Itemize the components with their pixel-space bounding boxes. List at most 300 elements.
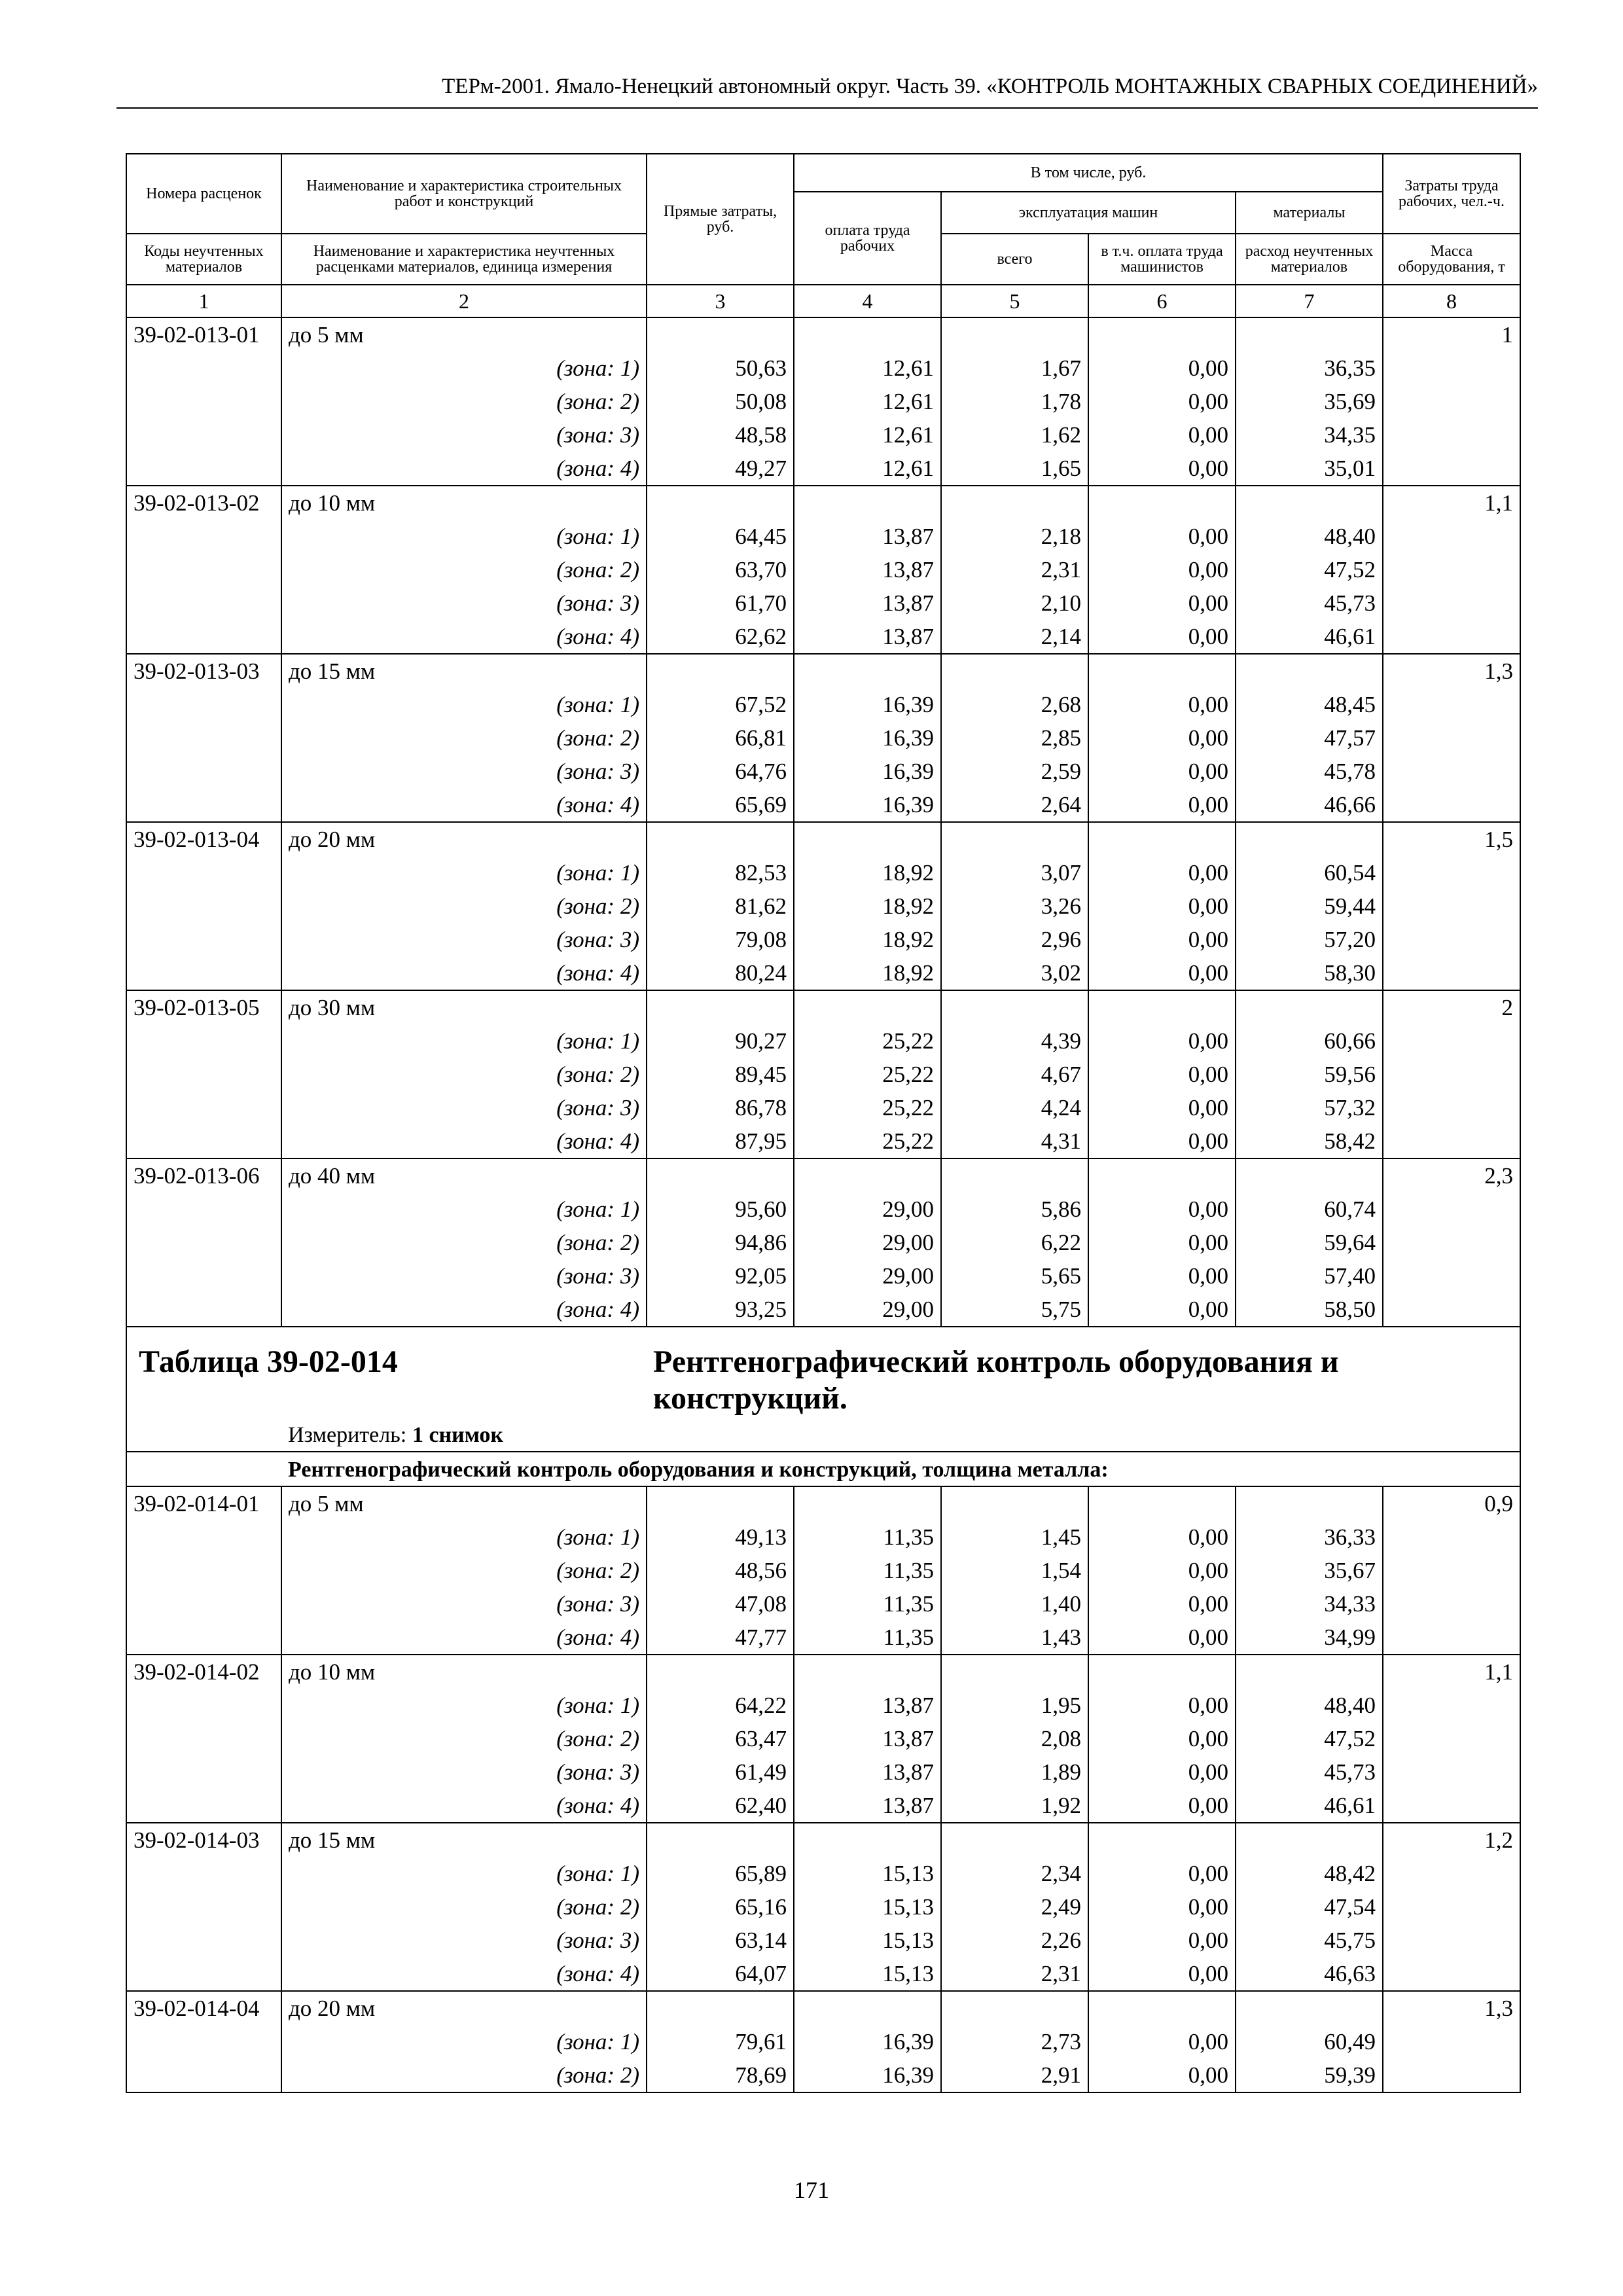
- direct-costs: 93,25: [647, 1293, 794, 1327]
- direct-costs: 47,77: [647, 1621, 794, 1655]
- zone-label: (зона: 4): [281, 452, 647, 486]
- machines-total: 1,95: [941, 1689, 1088, 1722]
- operator-wages: 0,00: [1088, 1226, 1236, 1259]
- operator-wages: 0,00: [1088, 1857, 1236, 1890]
- zone-label: (зона: 1): [281, 351, 647, 385]
- labor-cost: 2,3: [1383, 1158, 1520, 1193]
- machines-total: 2,34: [941, 1857, 1088, 1890]
- zone-label: (зона: 4): [281, 1957, 647, 1991]
- machines-total: 2,14: [941, 620, 1088, 654]
- zone-row: [126, 620, 1520, 654]
- materials-cost: 48,40: [1236, 520, 1383, 553]
- rate-header-row: [126, 822, 1520, 856]
- empty-cell: [1088, 1486, 1236, 1520]
- machines-total: 2,96: [941, 923, 1088, 956]
- machines-total: 5,86: [941, 1193, 1088, 1226]
- empty-cell: [126, 351, 281, 385]
- materials-cost: 46,66: [1236, 788, 1383, 822]
- zone-row: [126, 1091, 1520, 1124]
- header-name: Наименование и характеристика строительных работ и конструкций: [281, 154, 647, 234]
- empty-cell: [1383, 1293, 1520, 1327]
- worker-wages: 25,22: [794, 1091, 941, 1124]
- empty-cell: [1088, 1991, 1236, 2025]
- direct-costs: 79,61: [647, 2025, 794, 2058]
- empty-cell: [126, 452, 281, 486]
- worker-wages: 13,87: [794, 1789, 941, 1823]
- empty-cell: [1383, 1755, 1520, 1789]
- direct-costs: 63,14: [647, 1924, 794, 1957]
- empty-cell: [1383, 1621, 1520, 1655]
- zone-row: [126, 2025, 1520, 2058]
- rate-code: 39-02-013-04: [126, 822, 281, 856]
- empty-cell: [1383, 956, 1520, 990]
- empty-cell: [794, 654, 941, 688]
- empty-cell: [794, 1991, 941, 2025]
- operator-wages: 0,00: [1088, 452, 1236, 486]
- empty-cell: [126, 1890, 281, 1924]
- machines-total: 1,78: [941, 385, 1088, 418]
- worker-wages: 29,00: [794, 1193, 941, 1226]
- empty-cell: [647, 1655, 794, 1689]
- header-equipment-mass: Масса оборудования, т: [1383, 234, 1520, 285]
- empty-cell: [126, 553, 281, 586]
- operator-wages: 0,00: [1088, 1957, 1236, 1991]
- column-number: 5: [941, 285, 1088, 317]
- worker-wages: 11,35: [794, 1520, 941, 1554]
- worker-wages: 15,13: [794, 1924, 941, 1957]
- worker-wages: 18,92: [794, 923, 941, 956]
- empty-cell: [1383, 1890, 1520, 1924]
- machines-total: 2,64: [941, 788, 1088, 822]
- zone-label: (зона: 1): [281, 856, 647, 889]
- worker-wages: 13,87: [794, 620, 941, 654]
- machines-total: 2,18: [941, 520, 1088, 553]
- zone-row: [126, 755, 1520, 788]
- empty-cell: [1383, 1554, 1520, 1587]
- zone-row: [126, 923, 1520, 956]
- column-number: 8: [1383, 285, 1520, 317]
- empty-cell: [126, 1554, 281, 1587]
- rate-code: 39-02-013-02: [126, 486, 281, 520]
- empty-cell: [126, 1755, 281, 1789]
- worker-wages: 11,35: [794, 1621, 941, 1655]
- operator-wages: 0,00: [1088, 1789, 1236, 1823]
- empty-cell: [1383, 385, 1520, 418]
- empty-cell: [1088, 1158, 1236, 1193]
- direct-costs: 95,60: [647, 1193, 794, 1226]
- direct-costs: 64,22: [647, 1689, 794, 1722]
- empty-cell: [1383, 1689, 1520, 1722]
- header-machines-total: всего: [941, 234, 1088, 285]
- materials-cost: 34,35: [1236, 418, 1383, 452]
- page-header: ТЕРм-2001. Ямало-Ненецкий автономный округ. Часть 39. «КОНТРОЛЬ МОНТАЖНЫХ СВАРНЫХ СОЕДИНЕНИЙ»: [116, 65, 1538, 109]
- column-number: 3: [647, 285, 794, 317]
- zone-row: [126, 1554, 1520, 1587]
- worker-wages: 16,39: [794, 2025, 941, 2058]
- operator-wages: 0,00: [1088, 1124, 1236, 1158]
- zone-label: (зона: 1): [281, 520, 647, 553]
- labor-cost: 1,3: [1383, 1991, 1520, 2025]
- materials-cost: 45,75: [1236, 1924, 1383, 1957]
- empty-cell: [126, 1924, 281, 1957]
- zone-row: [126, 1193, 1520, 1226]
- materials-cost: 58,30: [1236, 956, 1383, 990]
- direct-costs: 65,89: [647, 1857, 794, 1890]
- empty-cell: [1383, 1058, 1520, 1091]
- zone-label: (зона: 1): [281, 1520, 647, 1554]
- materials-cost: 34,33: [1236, 1587, 1383, 1621]
- rate-code: 39-02-014-04: [126, 1991, 281, 2025]
- empty-cell: [126, 1293, 281, 1327]
- machines-total: 1,67: [941, 351, 1088, 385]
- direct-costs: 63,47: [647, 1722, 794, 1755]
- empty-cell: [1383, 520, 1520, 553]
- materials-cost: 60,49: [1236, 2025, 1383, 2058]
- zone-label: (зона: 3): [281, 1924, 647, 1957]
- header-wages: оплата труда рабочих: [794, 192, 941, 285]
- direct-costs: 49,27: [647, 452, 794, 486]
- empty-cell: [126, 620, 281, 654]
- zone-label: (зона: 1): [281, 1193, 647, 1226]
- machines-total: 1,43: [941, 1621, 1088, 1655]
- zone-label: (зона: 3): [281, 1091, 647, 1124]
- direct-costs: 48,56: [647, 1554, 794, 1587]
- empty-cell: [126, 856, 281, 889]
- empty-cell: [647, 317, 794, 351]
- empty-cell: [1383, 688, 1520, 721]
- materials-cost: 60,54: [1236, 856, 1383, 889]
- machines-total: 2,08: [941, 1722, 1088, 1755]
- worker-wages: 11,35: [794, 1587, 941, 1621]
- machines-total: 1,92: [941, 1789, 1088, 1823]
- zone-label: (зона: 1): [281, 1689, 647, 1722]
- operator-wages: 0,00: [1088, 1621, 1236, 1655]
- empty-cell: [1088, 1655, 1236, 1689]
- column-number: 4: [794, 285, 941, 317]
- worker-wages: 15,13: [794, 1857, 941, 1890]
- direct-costs: 50,08: [647, 385, 794, 418]
- operator-wages: 0,00: [1088, 351, 1236, 385]
- materials-cost: 59,44: [1236, 889, 1383, 923]
- zone-row: [126, 1890, 1520, 1924]
- labor-cost: 1,5: [1383, 822, 1520, 856]
- empty-cell: [126, 889, 281, 923]
- empty-cell: [1383, 755, 1520, 788]
- empty-cell: [647, 990, 794, 1024]
- empty-cell: [126, 520, 281, 553]
- direct-costs: 65,69: [647, 788, 794, 822]
- empty-cell: [794, 317, 941, 351]
- empty-cell: [126, 1193, 281, 1226]
- empty-cell: [126, 956, 281, 990]
- column-number: 6: [1088, 285, 1236, 317]
- header-operators: в т.ч. оплата труда машинистов: [1088, 234, 1236, 285]
- column-number: 2: [281, 285, 647, 317]
- table-label: Таблица 39-02-014: [139, 1344, 398, 1379]
- empty-cell: [647, 1158, 794, 1193]
- empty-cell: [126, 1259, 281, 1293]
- zone-row: [126, 553, 1520, 586]
- header-code: Номера расценок: [126, 154, 281, 234]
- materials-cost: 47,52: [1236, 553, 1383, 586]
- meter-label: Измеритель:: [288, 1423, 407, 1447]
- empty-cell: [1383, 620, 1520, 654]
- worker-wages: 29,00: [794, 1259, 941, 1293]
- materials-cost: 45,78: [1236, 755, 1383, 788]
- zone-row: [126, 1689, 1520, 1722]
- rate-header-row: [126, 1655, 1520, 1689]
- empty-cell: [1236, 1823, 1383, 1857]
- operator-wages: 0,00: [1088, 889, 1236, 923]
- zone-row: [126, 2058, 1520, 2092]
- rate-group: [126, 1991, 1520, 2092]
- machines-total: 1,89: [941, 1755, 1088, 1789]
- direct-costs: 65,16: [647, 1890, 794, 1924]
- empty-cell: [1383, 923, 1520, 956]
- empty-cell: [126, 1722, 281, 1755]
- empty-cell: [1383, 1587, 1520, 1621]
- zone-row: [126, 385, 1520, 418]
- machines-total: 4,24: [941, 1091, 1088, 1124]
- materials-cost: 59,56: [1236, 1058, 1383, 1091]
- direct-costs: 90,27: [647, 1024, 794, 1058]
- zone-label: (зона: 4): [281, 788, 647, 822]
- zone-label: (зона: 2): [281, 1722, 647, 1755]
- empty-cell: [1383, 2058, 1520, 2092]
- rate-name: до 15 мм: [281, 1823, 647, 1857]
- empty-cell: [1236, 990, 1383, 1024]
- rate-code: 39-02-013-01: [126, 317, 281, 351]
- empty-cell: [1383, 1259, 1520, 1293]
- direct-costs: 64,76: [647, 755, 794, 788]
- labor-cost: 1,1: [1383, 486, 1520, 520]
- operator-wages: 0,00: [1088, 1924, 1236, 1957]
- rate-code: 39-02-013-05: [126, 990, 281, 1024]
- empty-cell: [794, 1655, 941, 1689]
- direct-costs: 86,78: [647, 1091, 794, 1124]
- operator-wages: 0,00: [1088, 923, 1236, 956]
- zone-row: [126, 1621, 1520, 1655]
- machines-total: 2,49: [941, 1890, 1088, 1924]
- empty-cell: [126, 2025, 281, 2058]
- empty-cell: [1088, 317, 1236, 351]
- empty-cell: [126, 1621, 281, 1655]
- operator-wages: 0,00: [1088, 1193, 1236, 1226]
- price-table: [126, 153, 1521, 2093]
- labor-cost: 1: [1383, 317, 1520, 351]
- empty-cell: [126, 755, 281, 788]
- materials-cost: 36,35: [1236, 351, 1383, 385]
- operator-wages: 0,00: [1088, 1024, 1236, 1058]
- materials-cost: 47,54: [1236, 1890, 1383, 1924]
- rate-header-row: [126, 1991, 1520, 2025]
- rate-name: до 10 мм: [281, 1655, 647, 1689]
- empty-cell: [941, 1823, 1088, 1857]
- machines-total: 2,91: [941, 2058, 1088, 2092]
- empty-cell: [647, 654, 794, 688]
- materials-cost: 59,64: [1236, 1226, 1383, 1259]
- rate-header-row: [126, 1486, 1520, 1520]
- empty-cell: [794, 486, 941, 520]
- empty-cell: [1236, 1158, 1383, 1193]
- header-direct-costs: Прямые затраты, руб.: [647, 154, 794, 285]
- empty-cell: [794, 1823, 941, 1857]
- table-header: [126, 154, 1520, 317]
- zone-row: [126, 1789, 1520, 1823]
- worker-wages: 18,92: [794, 956, 941, 990]
- zone-row: [126, 1755, 1520, 1789]
- empty-cell: [1236, 1991, 1383, 2025]
- column-number: 7: [1236, 285, 1383, 317]
- materials-cost: 57,40: [1236, 1259, 1383, 1293]
- direct-costs: 64,45: [647, 520, 794, 553]
- rate-group: [126, 1158, 1520, 1327]
- empty-cell: [647, 486, 794, 520]
- zone-label: (зона: 4): [281, 1789, 647, 1823]
- operator-wages: 0,00: [1088, 1689, 1236, 1722]
- empty-cell: [1088, 990, 1236, 1024]
- empty-cell: [1383, 889, 1520, 923]
- header-material-codes: Коды неучтенных материалов: [126, 234, 281, 285]
- empty-cell: [126, 1124, 281, 1158]
- column-number: 1: [126, 285, 281, 317]
- empty-cell: [1383, 2025, 1520, 2058]
- empty-cell: [1383, 1193, 1520, 1226]
- materials-cost: 60,74: [1236, 1193, 1383, 1226]
- worker-wages: 16,39: [794, 2058, 941, 2092]
- machines-total: 5,75: [941, 1293, 1088, 1327]
- empty-cell: [1383, 721, 1520, 755]
- materials-cost: 58,50: [1236, 1293, 1383, 1327]
- meter-value: 1 снимок: [412, 1423, 504, 1447]
- materials-cost: 46,61: [1236, 620, 1383, 654]
- materials-cost: 57,32: [1236, 1091, 1383, 1124]
- machines-total: 1,40: [941, 1587, 1088, 1621]
- direct-costs: 94,86: [647, 1226, 794, 1259]
- direct-costs: 67,52: [647, 688, 794, 721]
- operator-wages: 0,00: [1088, 1259, 1236, 1293]
- empty-cell: [1236, 317, 1383, 351]
- materials-cost: 46,61: [1236, 1789, 1383, 1823]
- operator-wages: 0,00: [1088, 956, 1236, 990]
- empty-cell: [794, 1158, 941, 1193]
- direct-costs: 47,08: [647, 1587, 794, 1621]
- zone-row: [126, 1857, 1520, 1890]
- machines-total: 2,10: [941, 586, 1088, 620]
- direct-costs: 48,58: [647, 418, 794, 452]
- empty-cell: [126, 688, 281, 721]
- direct-costs: 61,70: [647, 586, 794, 620]
- operator-wages: 0,00: [1088, 1587, 1236, 1621]
- rate-name: до 30 мм: [281, 990, 647, 1024]
- empty-cell: [1383, 418, 1520, 452]
- worker-wages: 13,87: [794, 520, 941, 553]
- operator-wages: 0,00: [1088, 788, 1236, 822]
- empty-cell: [126, 1857, 281, 1890]
- zone-row: [126, 351, 1520, 385]
- worker-wages: 29,00: [794, 1293, 941, 1327]
- worker-wages: 25,22: [794, 1058, 941, 1091]
- empty-cell: [1236, 1655, 1383, 1689]
- empty-cell: [647, 1823, 794, 1857]
- direct-costs: 66,81: [647, 721, 794, 755]
- rate-name: до 15 мм: [281, 654, 647, 688]
- worker-wages: 13,87: [794, 1689, 941, 1722]
- materials-cost: 36,33: [1236, 1520, 1383, 1554]
- rate-header-row: [126, 654, 1520, 688]
- zone-label: (зона: 3): [281, 1587, 647, 1621]
- materials-cost: 45,73: [1236, 1755, 1383, 1789]
- materials-cost: 48,45: [1236, 688, 1383, 721]
- operator-wages: 0,00: [1088, 553, 1236, 586]
- direct-costs: 50,63: [647, 351, 794, 385]
- labor-cost: 1,3: [1383, 654, 1520, 688]
- machines-total: 6,22: [941, 1226, 1088, 1259]
- machines-total: 3,07: [941, 856, 1088, 889]
- zone-row: [126, 1293, 1520, 1327]
- machines-total: 4,31: [941, 1124, 1088, 1158]
- zone-row: [126, 418, 1520, 452]
- labor-cost: 1,1: [1383, 1655, 1520, 1689]
- operator-wages: 0,00: [1088, 586, 1236, 620]
- empty-cell: [794, 1486, 941, 1520]
- rate-header-row: [126, 1158, 1520, 1193]
- operator-wages: 0,00: [1088, 1722, 1236, 1755]
- zone-row: [126, 1520, 1520, 1554]
- empty-cell: [941, 1655, 1088, 1689]
- worker-wages: 11,35: [794, 1554, 941, 1587]
- zone-row: [126, 1024, 1520, 1058]
- empty-cell: [1383, 1924, 1520, 1957]
- zone-label: (зона: 2): [281, 889, 647, 923]
- empty-cell: [1236, 1486, 1383, 1520]
- empty-cell: [1236, 486, 1383, 520]
- rate-group: [126, 654, 1520, 822]
- zone-row: [126, 1957, 1520, 1991]
- zone-row: [126, 1722, 1520, 1755]
- empty-cell: [1383, 1957, 1520, 1991]
- header-material-names: Наименование и характеристика неучтенных расценками материалов, единица измерения: [281, 234, 647, 285]
- machines-total: 2,85: [941, 721, 1088, 755]
- empty-cell: [941, 1991, 1088, 2025]
- rate-code: 39-02-014-03: [126, 1823, 281, 1857]
- empty-cell: [941, 486, 1088, 520]
- machines-total: 2,73: [941, 2025, 1088, 2058]
- rate-code: 39-02-013-06: [126, 1158, 281, 1193]
- empty-cell: [941, 1158, 1088, 1193]
- operator-wages: 0,00: [1088, 2025, 1236, 2058]
- rate-group: [126, 317, 1520, 486]
- empty-cell: [1383, 452, 1520, 486]
- zone-label: (зона: 3): [281, 1259, 647, 1293]
- zone-label: (зона: 4): [281, 1621, 647, 1655]
- rate-header-row: [126, 486, 1520, 520]
- page-number: 171: [794, 2177, 829, 2203]
- machines-total: 2,26: [941, 1924, 1088, 1957]
- direct-costs: 79,08: [647, 923, 794, 956]
- zone-label: (зона: 4): [281, 620, 647, 654]
- rate-header-row: [126, 1823, 1520, 1857]
- worker-wages: 29,00: [794, 1226, 941, 1259]
- empty-cell: [1383, 1722, 1520, 1755]
- empty-cell: [1088, 1823, 1236, 1857]
- worker-wages: 12,61: [794, 452, 941, 486]
- machines-total: 5,65: [941, 1259, 1088, 1293]
- empty-cell: [941, 654, 1088, 688]
- table-title: Рентгенографический контроль оборудования и конструкций.: [653, 1344, 1339, 1416]
- materials-cost: 59,39: [1236, 2058, 1383, 2092]
- header-including: В том числе, руб.: [794, 154, 1383, 192]
